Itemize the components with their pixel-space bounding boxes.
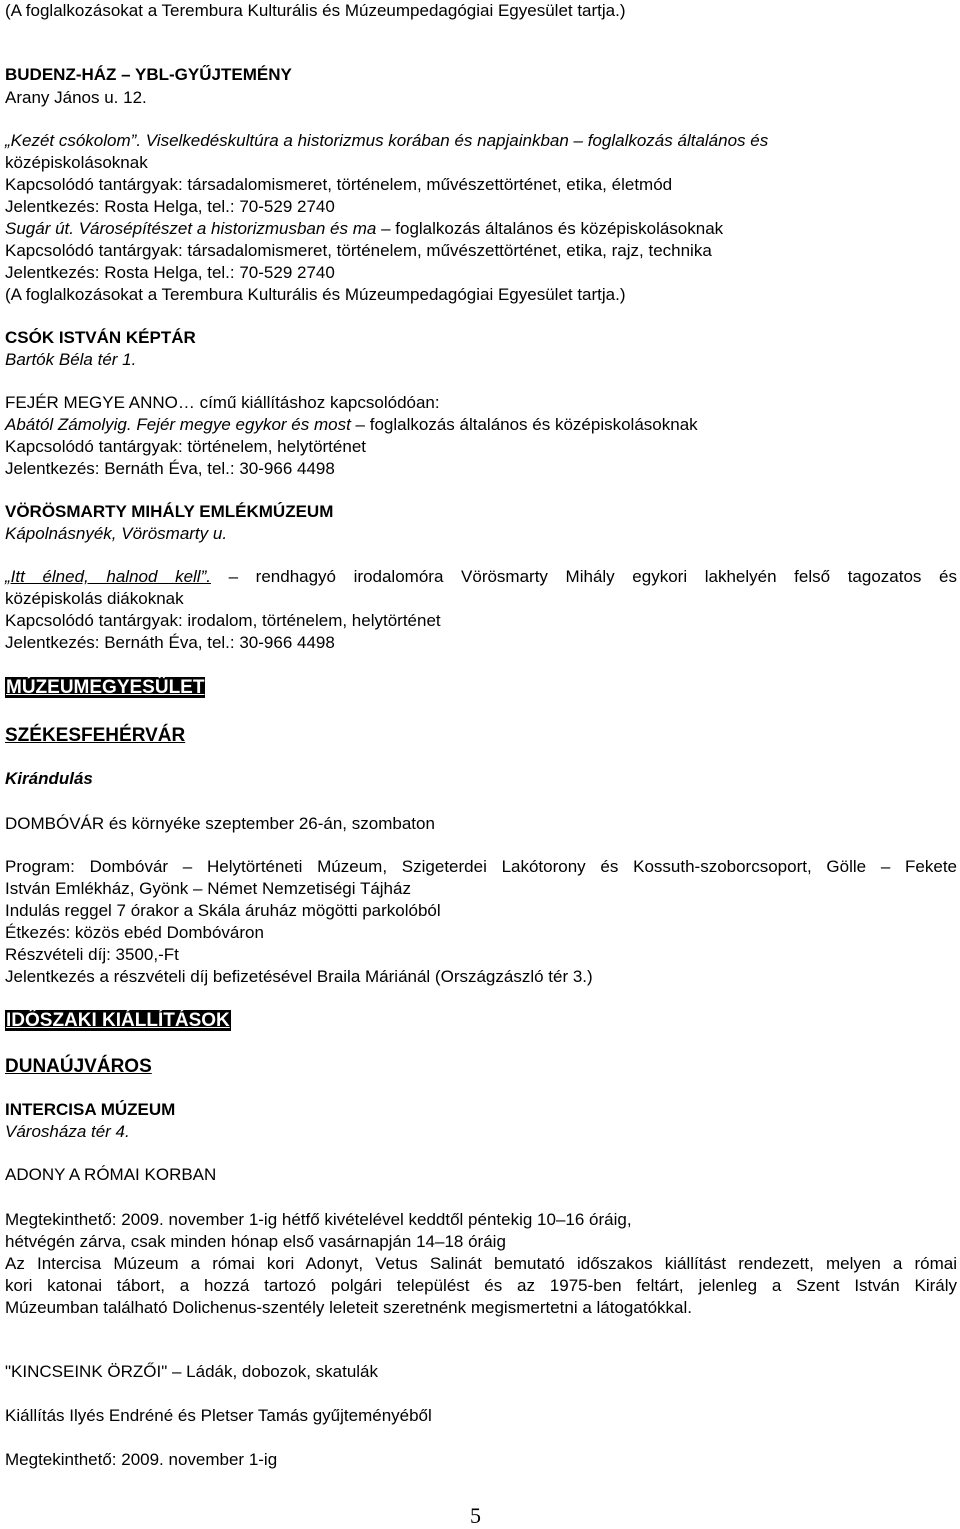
trip-departure: Indulás reggel 7 órakor a Skála áruház mögötti parkolóból: [5, 901, 441, 920]
organizer-note: (A foglalkozásokat a Terembura Kulturális és Múzeumpedagógiai Egyesület tartja.): [5, 1, 626, 20]
subjects-line: Kapcsolódó tantárgyak: társadalomismeret, történelem, művészettörténet, etika, életmód: [5, 175, 673, 194]
contact-line: Jelentkezés: Rosta Helga, tel.: 70-529 2740: [5, 263, 335, 282]
program-desc: – rendhagyó irodalomóra Vörösmarty Mihály egykori lakhelyén felső tagozatos és: [210, 567, 957, 586]
section-title-budenz: BUDENZ-HÁZ – YBL-GYŰJTEMÉNY: [5, 65, 292, 84]
program-title: Sugár út. Városépítészet a historizmusban és ma: [5, 219, 377, 238]
contact-line: Jelentkezés: Bernáth Éva, tel.: 30-966 4498: [5, 459, 335, 478]
program-desc: – foglalkozás általános és középiskolásoknak: [376, 219, 724, 238]
address-csok: Bartók Béla tér 1.: [5, 350, 137, 369]
highlighted-heading: IDŐSZAKI KIÁLLÍTÁSOK: [6, 1010, 230, 1031]
subjects-line: Kapcsolódó tantárgyak: irodalom, történelem, helytörténet: [5, 611, 441, 630]
exhibition-desc: kori katonai tábort, a hozzá tartozó polgári települést és az 1975-ben feltárt, jelenleg a Szent István Király: [5, 1276, 957, 1295]
heading-muzeumegyesulet: [5, 675, 205, 701]
address-vorosmarty: Kápolnásnyék, Vörösmarty u.: [5, 524, 228, 543]
subjects-line: Kapcsolódó tantárgyak: történelem, helytörténet: [5, 437, 366, 456]
trip-program: Program: Dombóvár – Helytörténeti Múzeum, Szigeterdei Lakótorony és Kossuth-szoborcsoport, Gölle – Fekete: [5, 857, 957, 876]
program-desc: – foglalkozás általános és középiskolásoknak: [350, 415, 698, 434]
heading-dunaujvaros: DUNAÚJVÁROS: [5, 1056, 152, 1077]
highlighted-heading: MÚZEUMEGYESÜLET: [6, 677, 205, 698]
trip-fee: Részvételi díj: 3500,-Ft: [5, 945, 179, 964]
program-title: Fejér megye egykor és most: [131, 415, 351, 434]
program-fejer: [5, 414, 698, 436]
exhibition-title-kincseink: "KINCSEINK ÖRZŐI" – Ládák, dobozok, skatulák: [5, 1362, 379, 1381]
heading-idoszaki: [5, 1008, 231, 1034]
program-kezet: [5, 130, 768, 152]
exhibition-desc: Múzeumban található Dolichenus-szentély leleteit szeretnénk megismertetni a látogatókkal.: [5, 1298, 692, 1317]
viewing-hours: Megtekinthető: 2009. november 1-ig: [5, 1450, 278, 1469]
program-itt: [5, 566, 957, 588]
viewing-hours: Megtekinthető: 2009. november 1-ig hétfő kivételével keddtől péntekig 10–16 óráig,: [5, 1210, 632, 1229]
trip-registration: Jelentkezés a részvételi díj befizetésével Braila Máriánál (Országzászló tér 3.): [5, 967, 593, 986]
contact-line: Jelentkezés: Bernáth Éva, tel.: 30-966 4498: [5, 633, 335, 652]
heading-szekesfehervar: SZÉKESFEHÉRVÁR: [5, 725, 186, 746]
contact-line: Jelentkezés: Rosta Helga, tel.: 70-529 2740: [5, 197, 335, 216]
program-title: „Kezét csókolom”.: [5, 131, 142, 150]
program-title: „Itt élned, halnod kell”.: [5, 567, 211, 586]
trip-meal: Étkezés: közös ebéd Dombóváron: [5, 923, 264, 942]
exhibition-intro: FEJÉR MEGYE ANNO… című kiállításhoz kapcsolódóan:: [5, 393, 440, 412]
organizer-note: (A foglalkozásokat a Terembura Kulturális és Múzeumpedagógiai Egyesület tartja.): [5, 285, 626, 304]
program-subtitle: Viselkedéskultúra a historizmus korában és napjainkban – foglalkozás általános és: [141, 131, 769, 150]
exhibition-collection: Kiállítás Ilyés Endréné és Pletser Tamás gyűjteményéből: [5, 1406, 432, 1425]
section-title-csok: CSÓK ISTVÁN KÉPTÁR: [5, 328, 196, 347]
trip-date: DOMBÓVÁR és környéke szeptember 26-án, szombaton: [5, 814, 435, 833]
program-abatol: Abától Zámolyig.: [5, 415, 132, 434]
subjects-line: Kapcsolódó tantárgyak: társadalomismeret, történelem, művészettörténet, etika, rajz, technika: [5, 241, 712, 260]
heading-kirandulas: Kirándulás: [5, 769, 93, 788]
program-desc-cont: középiskolás diákoknak: [5, 589, 184, 608]
section-title-intercisa: INTERCISA MÚZEUM: [5, 1100, 176, 1119]
exhibition-desc: Az Intercisa Múzeum a római kori Adonyt, Vetus Salinát bemutató időszakos kiállítást rendezett, melyen a római: [5, 1254, 957, 1273]
section-title-vorosmarty: VÖRÖSMARTY MIHÁLY EMLÉKMÚZEUM: [5, 502, 334, 521]
address-budenz: Arany János u. 12.: [5, 88, 147, 107]
program-sugar: [5, 218, 723, 240]
exhibition-title-adony: ADONY A RÓMAI KORBAN: [5, 1165, 217, 1184]
page-number: 5: [470, 1503, 481, 1528]
viewing-hours-cont: hétvégén zárva, csak minden hónap első vasárnapján 14–18 óráig: [5, 1232, 506, 1251]
trip-program-cont: István Emlékház, Gyönk – Német Nemzetiségi Tájház: [5, 879, 411, 898]
program-desc-cont: középiskolásoknak: [5, 153, 148, 172]
address-intercisa: Városháza tér 4.: [5, 1122, 130, 1141]
